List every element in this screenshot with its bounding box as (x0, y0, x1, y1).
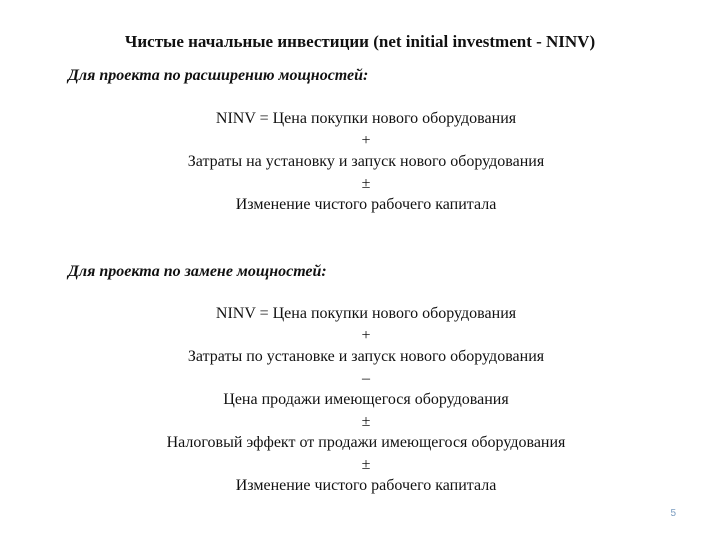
formula-operator: + (361, 131, 371, 149)
formula-operator: ± (361, 174, 371, 192)
formula-line: Цена продажи имеющегося оборудования (223, 391, 509, 408)
formula-line: Затраты на установку и запуск нового оборудования (187, 153, 545, 170)
slide-title: Чистые начальные инвестиции (net initial investment - NINV) (124, 32, 596, 52)
formula-operator: – (362, 369, 370, 387)
page-number: 5 (670, 508, 676, 519)
formula-line: Изменение чистого рабочего капитала (235, 196, 497, 213)
formula-operator: ± (361, 455, 371, 473)
formula-line: Налоговый эффект от продажи имеющегося оборудования (166, 434, 566, 451)
formula-operator: ± (361, 412, 371, 430)
section-heading-replacement: Для проекта по замене мощностей: (68, 263, 327, 280)
formula-expansion (0, 108, 720, 216)
formula-line: NINV = Цена покупки нового оборудования (215, 305, 517, 322)
formula-line: Изменение чистого рабочего капитала (235, 477, 497, 494)
formula-line: Затраты по установке и запуск нового оборудования (187, 348, 545, 365)
formula-replacement (0, 303, 720, 497)
formula-line: NINV = Цена покупки нового оборудования (215, 110, 517, 127)
formula-operator: + (361, 326, 371, 344)
section-heading-expansion: Для проекта по расширению мощностей: (68, 67, 369, 84)
